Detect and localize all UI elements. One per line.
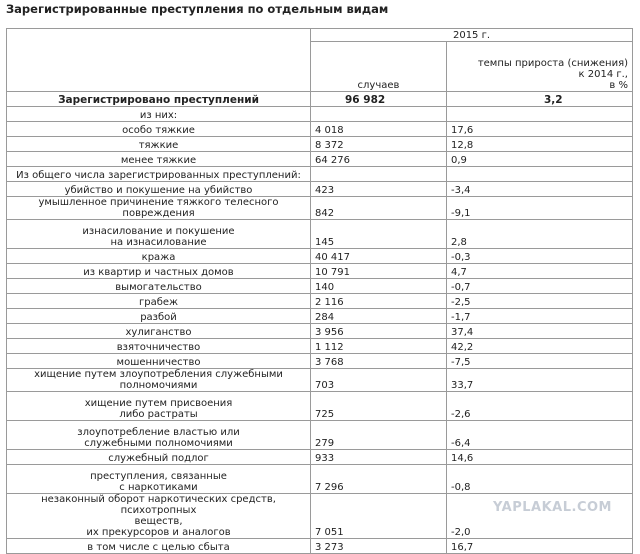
table-row — [7, 197, 633, 220]
header-cases: случаев — [311, 42, 447, 92]
cell-crime-type — [7, 137, 311, 152]
table-row — [7, 450, 633, 465]
crime-type-line: грабеж — [138, 297, 179, 308]
crime-type-line: разбой — [140, 312, 177, 323]
cell-growth: 12,8 — [447, 137, 633, 152]
header-year: 2015 г. — [311, 29, 633, 42]
cell-cases: 40 417 — [311, 249, 447, 264]
header-growth-line: к 2014 г., — [578, 69, 628, 80]
crime-type-line: из них: — [139, 110, 178, 121]
crime-type-line: преступления, связанные — [90, 471, 227, 482]
table-row — [7, 339, 633, 354]
crime-type-line: умышленное причинение тяжкого телесного повреждения — [38, 197, 279, 219]
cell-cases: 423 — [311, 182, 447, 197]
header-growth-line: в % — [609, 80, 628, 91]
cell-crime-type — [7, 450, 311, 465]
table-row — [7, 182, 633, 197]
cell-growth: 2,8 — [447, 220, 633, 249]
table-row — [7, 167, 633, 182]
table-row — [7, 249, 633, 264]
cell-crime-type — [7, 220, 311, 249]
crime-type-line: либо растраты — [119, 409, 198, 420]
crime-type-line: в том числе с целью сбыта — [87, 542, 230, 553]
cell-cases: 8 372 — [311, 137, 447, 152]
header-row-year — [7, 29, 633, 42]
cell-cases: 703 — [311, 369, 447, 392]
cell-crime-type — [7, 279, 311, 294]
cell-growth: -3,4 — [447, 182, 633, 197]
cell-growth — [447, 107, 633, 122]
crime-type-line: мошенничество — [116, 357, 201, 368]
header-growth — [447, 42, 633, 92]
cell-crime-type — [7, 182, 311, 197]
header-empty-cell — [7, 29, 311, 92]
cell-growth: -0,3 — [447, 249, 633, 264]
table-row — [7, 137, 633, 152]
cell-crime-type — [7, 264, 311, 279]
table-row — [7, 309, 633, 324]
table-row — [7, 294, 633, 309]
cell-cases: 3 956 — [311, 324, 447, 339]
cell-cases — [311, 107, 447, 122]
table-row — [7, 421, 633, 450]
cell-crime-type — [7, 421, 311, 450]
crime-type-line: веществ, — [134, 516, 183, 527]
crime-type-line: Зарегистрировано преступлений — [58, 94, 259, 106]
cell-crime-type — [7, 392, 311, 421]
cell-crime-type — [7, 494, 311, 539]
table-row — [7, 324, 633, 339]
cell-crime-type — [7, 122, 311, 137]
crime-type-line: взяточничество — [116, 342, 201, 353]
cell-growth: 4,7 — [447, 264, 633, 279]
crime-type-line: хулиганство — [125, 327, 192, 338]
cell-crime-type — [7, 309, 311, 324]
cell-cases: 64 276 — [311, 152, 447, 167]
cell-growth: 3,2 — [447, 92, 633, 107]
cell-cases: 10 791 — [311, 264, 447, 279]
crime-type-line: убийство и покушение на убийство — [64, 185, 253, 196]
table-row-total — [7, 92, 633, 107]
table-row — [7, 369, 633, 392]
cell-cases: 4 018 — [311, 122, 447, 137]
cell-growth: -1,7 — [447, 309, 633, 324]
cell-crime-type — [7, 465, 311, 494]
crime-type-line: тяжкие — [138, 140, 179, 151]
cell-crime-type — [7, 339, 311, 354]
crime-type-line: кража — [141, 252, 176, 263]
cell-cases: 933 — [311, 450, 447, 465]
cell-growth: 33,7 — [447, 369, 633, 392]
cell-crime-type — [7, 197, 311, 220]
crime-type-line: незаконный оборот наркотических средств, психотропных — [41, 494, 276, 516]
cell-cases: 279 — [311, 421, 447, 450]
cell-crime-type — [7, 167, 311, 182]
cell-growth — [447, 167, 633, 182]
page-title: Зарегистрированные преступления по отдельным видам — [6, 2, 389, 16]
crime-type-line: менее тяжкие — [120, 155, 197, 166]
cell-growth: 42,2 — [447, 339, 633, 354]
cell-growth: -9,1 — [447, 197, 633, 220]
table-body — [7, 29, 633, 554]
cell-cases: 145 — [311, 220, 447, 249]
cell-crime-type — [7, 249, 311, 264]
crime-type-line: Из общего числа зарегистрированных преступлений: — [16, 170, 301, 181]
crime-type-line: их прекурсоров и аналогов — [86, 527, 231, 538]
crime-type-line: из квартир и частных домов — [83, 267, 234, 278]
cell-cases: 140 — [311, 279, 447, 294]
cell-cases: 1 112 — [311, 339, 447, 354]
crime-type-line: служебными полномочиями — [84, 438, 233, 449]
table-row — [7, 392, 633, 421]
cell-cases: 3 273 — [311, 539, 447, 554]
crime-type-line: злоупотребление властью или — [77, 427, 240, 438]
cell-growth: -0,8 — [447, 465, 633, 494]
cell-cases: 3 768 — [311, 354, 447, 369]
crime-type-line: хищение путем злоупотребления служебными полномочиями — [34, 369, 283, 391]
header-growth-line: темпы прироста (снижения) — [477, 58, 628, 69]
table-row — [7, 264, 633, 279]
cell-growth: -2,0 — [447, 494, 633, 539]
crime-type-line: на изнасилование — [110, 237, 207, 248]
cell-crime-type — [7, 354, 311, 369]
cell-crime-type — [7, 539, 311, 554]
cell-cases: 284 — [311, 309, 447, 324]
crime-type-line: хищение путем присвоения — [84, 398, 233, 409]
cell-cases: 96 982 — [311, 92, 447, 107]
table-row — [7, 107, 633, 122]
cell-growth: 17,6 — [447, 122, 633, 137]
cell-growth: -0,7 — [447, 279, 633, 294]
cell-cases: 2 116 — [311, 294, 447, 309]
cell-cases: 842 — [311, 197, 447, 220]
table-row — [7, 279, 633, 294]
cell-growth: 0,9 — [447, 152, 633, 167]
table-row — [7, 152, 633, 167]
crime-type-line: изнасилование и покушение — [82, 226, 235, 237]
table-row — [7, 122, 633, 137]
cell-crime-type — [7, 294, 311, 309]
cell-cases: 7 051 — [311, 494, 447, 539]
watermark-text: YAPLAKAL.COM — [493, 500, 612, 515]
cell-crime-type — [7, 369, 311, 392]
cell-growth: 37,4 — [447, 324, 633, 339]
crime-type-line: служебный подлог — [108, 453, 209, 464]
cell-crime-type — [7, 324, 311, 339]
cell-growth: -7,5 — [447, 354, 633, 369]
cell-growth: -6,4 — [447, 421, 633, 450]
cell-growth: -2,6 — [447, 392, 633, 421]
table-row — [7, 354, 633, 369]
cell-crime-type — [7, 92, 311, 107]
cell-cases: 7 296 — [311, 465, 447, 494]
table-row — [7, 465, 633, 494]
cell-cases: 725 — [311, 392, 447, 421]
crime-type-line: особо тяжкие — [122, 125, 195, 136]
cell-crime-type — [7, 152, 311, 167]
table-row — [7, 539, 633, 554]
cell-growth: -2,5 — [447, 294, 633, 309]
cell-cases — [311, 167, 447, 182]
cell-crime-type — [7, 107, 311, 122]
crime-type-line: с наркотиками — [119, 482, 198, 493]
cell-growth: 14,6 — [447, 450, 633, 465]
table-row — [7, 220, 633, 249]
cell-growth: 16,7 — [447, 539, 633, 554]
crime-type-line: вымогательство — [115, 282, 202, 293]
crime-statistics-table — [6, 28, 633, 554]
